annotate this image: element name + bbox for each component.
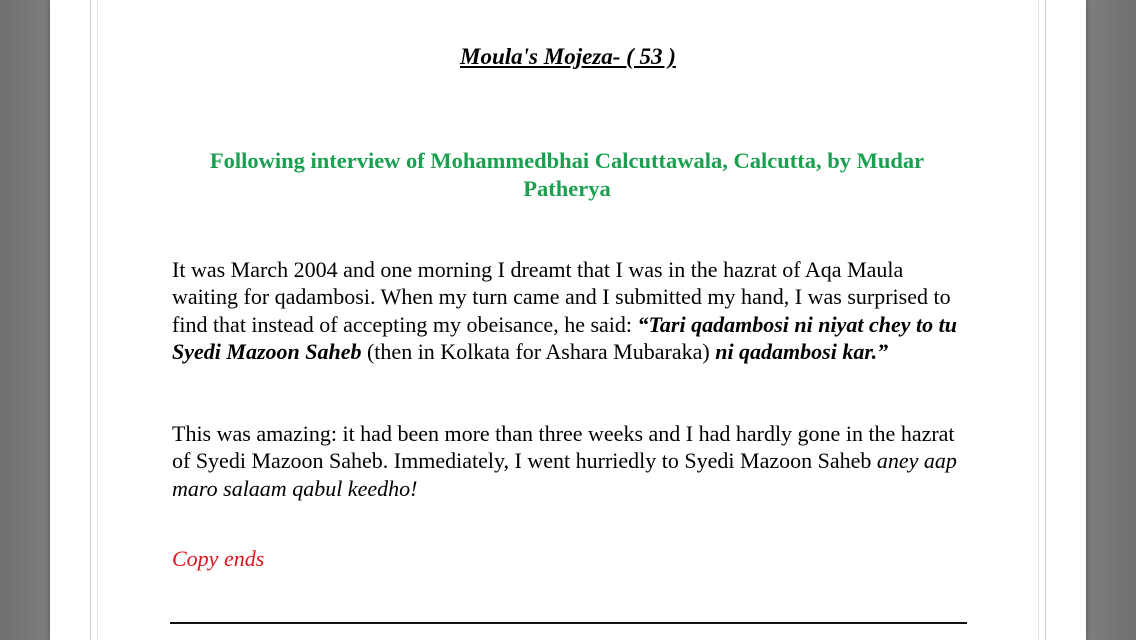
paragraph-2-text: This was amazing: it had been more than three weeks and I had hardly gone in the hazrat of Syedi Mazoon Saheb. Immediately, I went hurriedly to Syedi Mazoon Saheb [172,421,955,474]
paragraph-1 [172,256,972,365]
paragraph-1-text: (then in Kolkata for Ashara Mubaraka) [361,338,716,364]
page-margin-guide [97,0,98,640]
document-title: Moula's Mojeza- ( 53 ) [460,44,676,69]
paragraph-1-quote: ni qadambosi kar.” [715,338,889,364]
paragraph-2 [172,420,972,502]
paragraph-2-italic: aney aap maro salaam qabul keedho! [172,448,957,501]
page-margin-guide [1045,0,1046,640]
paragraph-1-quote: “Tari qadambosi ni niyat chey to tu Syedi Mazoon Saheb [172,311,957,364]
document-subtitle: Following interview of Mohammedbhai Calcuttawala, Calcutta, by Mudar Patherya [209,148,925,201]
page-margin-guide [90,0,91,640]
paragraph-1-text: It was March 2004 and one morning I dreamt that I was in the hazrat of Aqa Maula waiting for qadambosi. When my turn came and I submitted my hand, I was surprised to find that instead of accepting my obeisance, he said: [172,257,951,337]
copy-ends-label: Copy ends [172,546,265,571]
page-margin-guide [1038,0,1039,640]
document-page[interactable] [50,0,1086,640]
horizontal-rule [170,622,967,624]
